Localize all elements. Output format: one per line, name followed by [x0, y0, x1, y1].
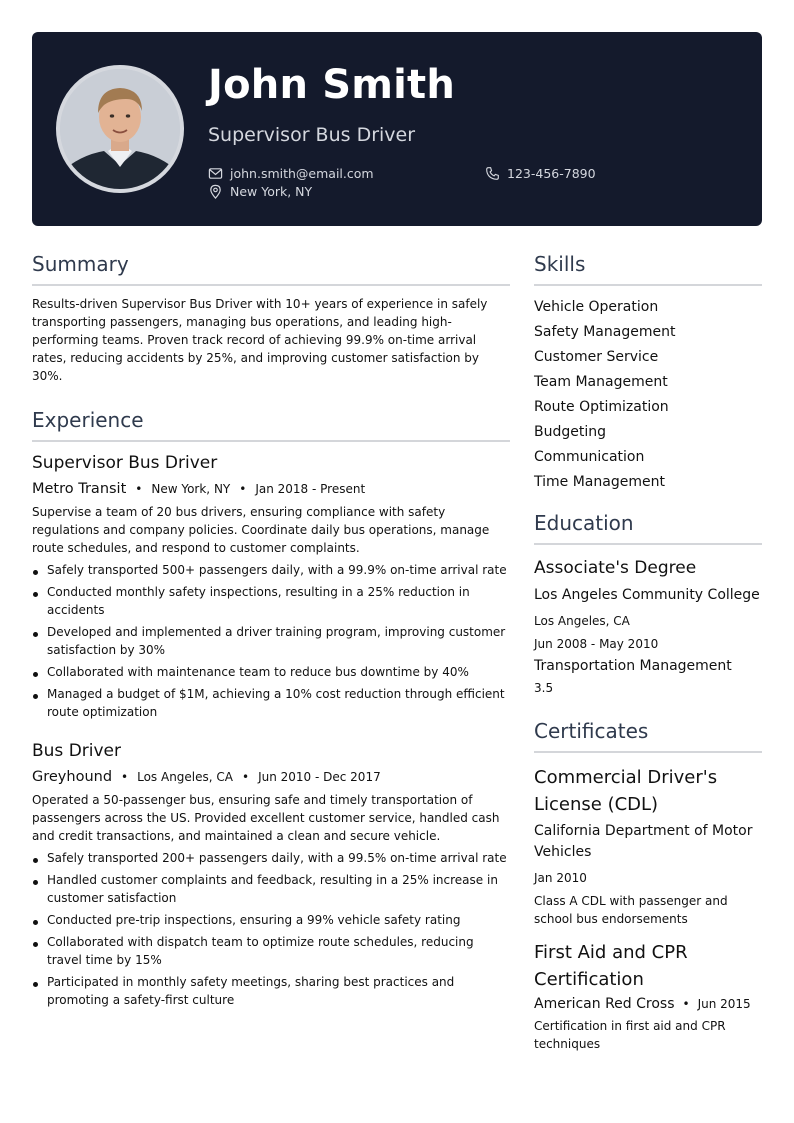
- contact-phone[interactable]: [485, 166, 596, 181]
- certificate-date: Jun 2015: [697, 997, 751, 1011]
- achievement-item: Conducted pre-trip inspections, ensuring a 99% vehicle safety rating: [32, 911, 510, 929]
- job-title: Bus Driver: [32, 741, 122, 761]
- certificate-description: Class A CDL with passenger and school bus endorsements: [534, 894, 728, 926]
- job-title: Supervisor Bus Driver: [32, 453, 218, 473]
- achievement-item: Conducted monthly safety inspections, resulting in a 25% reduction in accidents: [32, 583, 510, 619]
- education-dates: Jun 2008 - May 2010: [534, 637, 659, 651]
- job-dates: Jun 2010 - Dec 2017: [258, 770, 381, 784]
- resume-header: [32, 32, 762, 226]
- job-location: New York, NY: [151, 482, 231, 496]
- summary-section: [32, 252, 510, 385]
- separator-dot: •: [121, 770, 129, 784]
- job-entry: [32, 453, 510, 721]
- phone-text[interactable]: 123-456-7890: [507, 166, 596, 181]
- education-heading: Education: [534, 511, 762, 545]
- certificate-entry: [534, 939, 762, 1053]
- achievement-item: Developed and implemented a driver training program, improving customer satisfaction by 30%: [32, 623, 510, 659]
- skill-item: Vehicle Operation: [534, 299, 659, 315]
- summary-heading: Summary: [32, 252, 510, 286]
- education-gpa: 3.5: [534, 681, 554, 695]
- contact-location: [208, 184, 312, 199]
- job-meta: [32, 481, 510, 497]
- experience-section: [32, 408, 510, 1009]
- job-company: Greyhound: [32, 769, 113, 785]
- job-achievements: [32, 561, 510, 721]
- mail-icon: [208, 166, 223, 181]
- achievement-item: Collaborated with dispatch team to optimize route schedules, reducing travel time by 15%: [32, 933, 510, 969]
- location-text: New York, NY: [230, 184, 313, 199]
- certificate-entry: [534, 764, 762, 928]
- education-field: Transportation Management: [534, 658, 732, 674]
- skill-item: Budgeting: [534, 424, 607, 440]
- job-company: Metro Transit: [32, 481, 127, 497]
- job-description: Supervise a team of 20 bus drivers, ensuring compliance with safety regulations and company policies. Coordinate daily bus operations, manage route schedules, and respond to customer complaints.: [32, 505, 490, 555]
- separator-dot: •: [135, 482, 143, 496]
- location-pin-icon: [208, 184, 223, 199]
- skills-heading: Skills: [534, 252, 762, 286]
- skill-item: Route Optimization: [534, 399, 669, 415]
- skill-item: Team Management: [534, 374, 668, 390]
- candidate-role: Supervisor Bus Driver: [208, 124, 416, 146]
- certificate-date: Jan 2010: [534, 871, 587, 885]
- certificates-section: [534, 719, 762, 1053]
- phone-icon: [485, 166, 500, 181]
- separator-dot: •: [242, 770, 250, 784]
- skills-section: [534, 252, 762, 495]
- education-location: Los Angeles, CA: [534, 614, 630, 628]
- main-column: [32, 252, 510, 1013]
- summary-text: Results-driven Supervisor Bus Driver with 10+ years of experience in safely transporting passengers, managing bus operations, and leading high-performing teams. Proven track record of achieving 99.9% on-time arrival rates, reducing accidents by 25%, and improving customer satisfaction by 30%.: [32, 297, 488, 383]
- sidebar-column: [534, 252, 762, 1053]
- achievement-item: Safely transported 500+ passengers daily, with a 99.9% on-time arrival rate: [32, 561, 510, 579]
- profile-photo: [56, 65, 184, 193]
- email-text[interactable]: john.smith@email.com: [230, 166, 374, 181]
- achievement-item: Handled customer complaints and feedback, resulting in a 25% increase in customer satisfaction: [32, 871, 510, 907]
- achievement-item: Safely transported 200+ passengers daily, with a 99.5% on-time arrival rate: [32, 849, 510, 867]
- education-section: [534, 511, 762, 697]
- separator-dot: •: [239, 482, 247, 496]
- separator-dot: •: [682, 997, 690, 1011]
- skill-item: Customer Service: [534, 349, 659, 365]
- certificates-heading: Certificates: [534, 719, 762, 753]
- job-dates: Jan 2018 - Present: [255, 482, 366, 496]
- education-degree: Associate's Degree: [534, 558, 697, 578]
- candidate-name: John Smith: [208, 62, 456, 108]
- achievement-item: Collaborated with maintenance team to reduce bus downtime by 40%: [32, 663, 510, 681]
- certificate-title: First Aid and CPR Certification: [534, 942, 688, 990]
- experience-heading: Experience: [32, 408, 510, 442]
- achievement-item: Participated in monthly safety meetings, sharing best practices and promoting a safety-first culture: [32, 973, 510, 1009]
- contact-email[interactable]: [208, 166, 374, 181]
- skill-item: Communication: [534, 449, 645, 465]
- certificate-description: Certification in first aid and CPR techniques: [534, 1019, 726, 1051]
- certificate-issuer: California Department of Motor Vehicles: [534, 823, 753, 860]
- skills-list: [534, 295, 762, 495]
- certificate-title: Commercial Driver's License (CDL): [534, 767, 718, 815]
- job-description: Operated a 50-passenger bus, ensuring safe and timely transportation of passengers across the US. Provided excellent customer service, handled cash and credit transactions, and maintained a clean and secure vehicle.: [32, 793, 500, 843]
- skill-item: Time Management: [534, 474, 665, 490]
- certificate-issuer: American Red Cross: [534, 996, 675, 1012]
- education-school: Los Angeles Community College: [534, 587, 760, 603]
- job-location: Los Angeles, CA: [137, 770, 233, 784]
- achievement-item: Managed a budget of $1M, achieving a 10% cost reduction through efficient route optimization: [32, 685, 510, 721]
- job-achievements: [32, 849, 510, 1009]
- job-meta: [32, 769, 510, 785]
- certificate-issuer-row: [534, 996, 762, 1012]
- job-entry: [32, 741, 510, 1009]
- skill-item: Safety Management: [534, 324, 676, 340]
